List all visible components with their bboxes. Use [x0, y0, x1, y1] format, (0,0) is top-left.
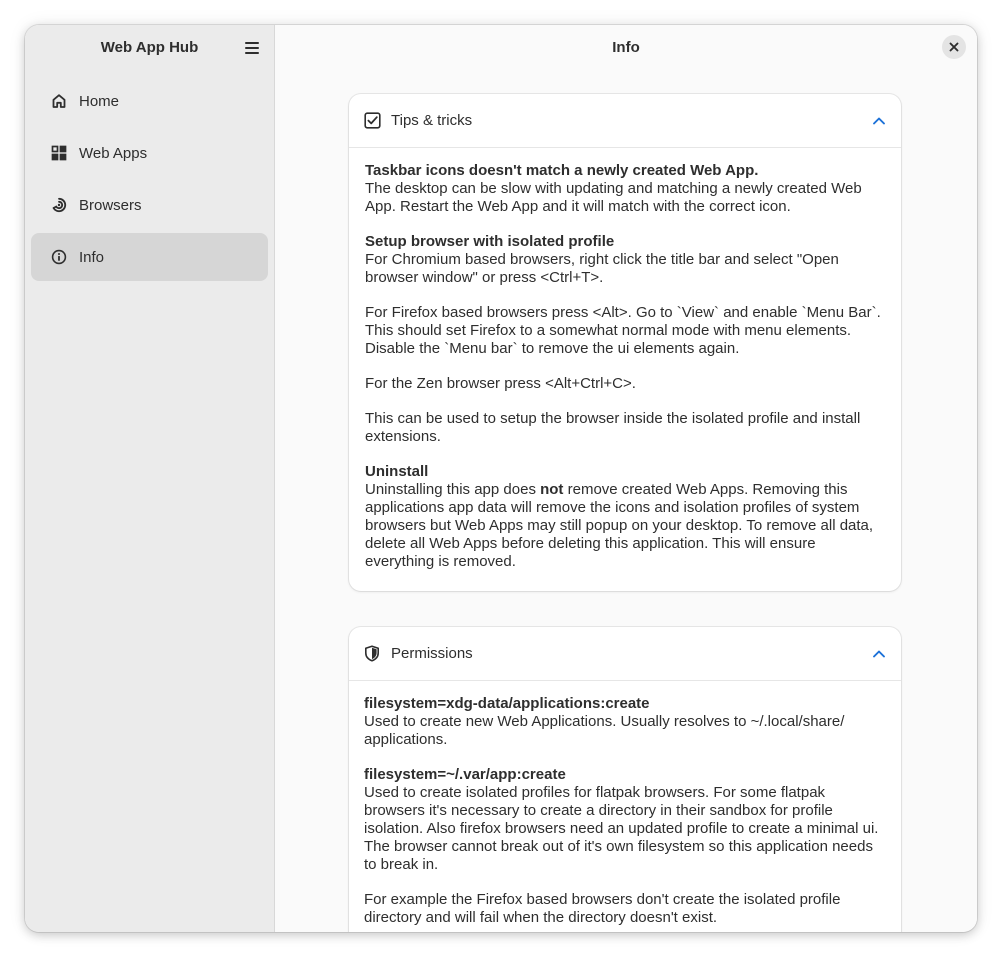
info-icon: [51, 249, 67, 265]
hamburger-menu-icon: [244, 41, 260, 55]
tips-section-setup: [365, 410, 886, 446]
tips-section-taskbar: [365, 162, 886, 216]
checkbox-icon: [363, 112, 381, 130]
section-text: [365, 481, 886, 571]
sidebar-item-label: Info: [79, 248, 105, 266]
tips-title: Tips & tricks: [391, 112, 473, 129]
shield-icon: [363, 645, 381, 663]
grid-icon: [51, 145, 67, 161]
tips-section-isolated: [365, 233, 886, 287]
section-text: The desktop can be slow with updating and matching a newly created Web App. Restart the Web App and it will match with the correct icon.: [365, 180, 862, 215]
section-text: This can be used to setup the browser inside the isolated profile and install extensions.: [365, 410, 861, 445]
section-heading: filesystem=xdg-data/applications:create: [364, 695, 650, 712]
sidebar-item-browsers[interactable]: [31, 181, 268, 229]
sidebar: [25, 25, 275, 932]
permissions-section-var: [364, 766, 886, 874]
tips-card: [349, 94, 901, 591]
section-heading: Uninstall: [365, 463, 429, 480]
sidebar-item-web-apps[interactable]: [31, 129, 268, 177]
browser-icon: [51, 197, 67, 213]
permissions-section-example: [364, 891, 886, 927]
sidebar-item-home[interactable]: [31, 77, 268, 125]
main-content: [275, 25, 977, 932]
section-heading: filesystem=~/.var/app:create: [364, 766, 566, 783]
section-text: Used to create new Web Applications. Usually resolves to ~/.local/share/ applications.: [364, 713, 845, 748]
section-text: For example the Firefox based browsers don't create the isolated profile directory and will fail when the directory doesn't exist.: [364, 891, 841, 926]
header-bar: [275, 25, 977, 71]
section-text: For the Zen browser press <Alt+Ctrl+C>.: [365, 375, 636, 392]
home-icon: [51, 93, 67, 109]
tips-expander-header[interactable]: [349, 94, 901, 148]
page-title: Info: [612, 39, 640, 56]
sidebar-header: [25, 25, 274, 71]
section-text: For Firefox based browsers press <Alt>. Go to `View` and enable `Menu Bar`. This should set Firefox to a somewhat normal mode with menu elements. Disable the `Menu bar` to remove the ui elements again.: [365, 304, 881, 357]
permissions-section-xdg: [364, 695, 886, 749]
close-button[interactable]: [942, 35, 966, 59]
main-menu-button[interactable]: [240, 36, 264, 60]
sidebar-nav: [31, 77, 268, 285]
permissions-title: Permissions: [391, 645, 473, 662]
sidebar-item-label: Browsers: [79, 196, 142, 214]
tips-section-firefox: [365, 304, 886, 358]
permissions-body: [349, 681, 901, 932]
tips-body: [349, 148, 901, 591]
uninstall-text-after: remove created Web Apps. Removing this applications app data will remove the icons and isolation profiles of system browsers but Web Apps may still popup on your desktop. To remove all data, delete all Web Apps before deleting this application. This will ensure everything is removed.: [365, 481, 874, 570]
sidebar-item-label: Web Apps: [79, 144, 148, 162]
close-icon: [949, 42, 959, 52]
chevron-up-icon[interactable]: [871, 646, 887, 662]
uninstall-text-bold: not: [540, 481, 564, 498]
sidebar-item-info[interactable]: [31, 233, 268, 281]
tips-section-zen: [365, 375, 886, 393]
section-heading: Setup browser with isolated profile: [365, 233, 615, 250]
tips-section-uninstall: [365, 463, 886, 571]
app-title: Web App Hub: [100, 39, 199, 56]
section-heading: Taskbar icons doesn't match a newly created Web App.: [365, 162, 759, 179]
permissions-expander-header[interactable]: [349, 627, 901, 681]
section-text: Used to create isolated profiles for flatpak browsers. For some flatpak browsers it's necessary to create a directory in their sandbox for profile isolation. Also firefox browsers need an updated profile to create a minimal ui. The browser cannot break out of it's own filesystem so this application needs to break in.: [364, 784, 879, 873]
sidebar-item-label: Home: [79, 92, 120, 110]
chevron-up-icon[interactable]: [871, 113, 887, 129]
uninstall-text-before: Uninstalling this app does: [365, 481, 541, 498]
section-text: For Chromium based browsers, right click the title bar and select "Open browser window" or press <Ctrl+T>.: [365, 251, 839, 286]
permissions-card: [349, 627, 901, 932]
app-window: [25, 25, 977, 932]
